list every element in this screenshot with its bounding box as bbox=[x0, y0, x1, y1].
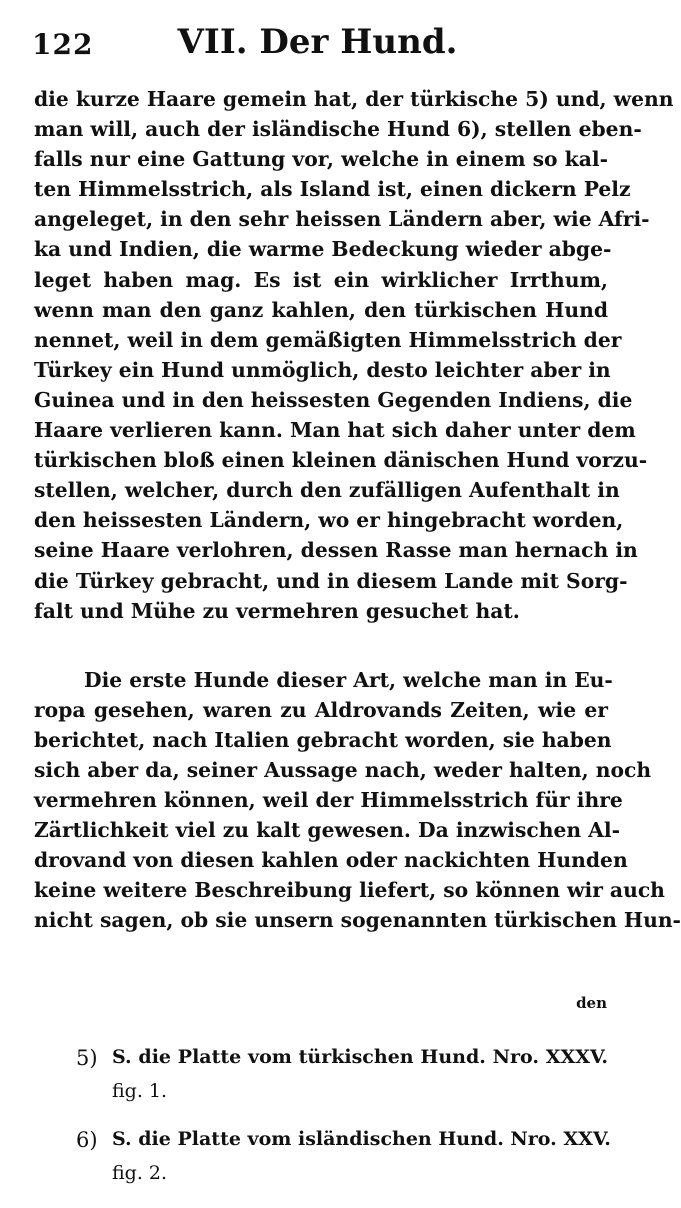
footnote-marker: 6) bbox=[76, 1128, 98, 1152]
text-line: falls nur eine Gattung vor, welche in einem so kal- bbox=[34, 147, 608, 172]
text-line: nennet, weil in dem gemäßigten Himmelsstrich der bbox=[34, 327, 622, 352]
text-line: Zärtlichkeit viel zu kalt gewesen. Da inzwischen Al- bbox=[34, 818, 621, 843]
footnote-6 bbox=[76, 1126, 611, 1208]
text-line: drovand von diesen kahlen oder nackichten Hunden bbox=[34, 848, 628, 873]
text-line: vermehren können, weil der Himmelsstrich für ihre bbox=[34, 788, 623, 813]
text-line: Guinea und in den heissesten Gegenden Indiens, die bbox=[34, 387, 633, 412]
text-line: angeleget, in den sehr heissen Ländern aber, wie Afri- bbox=[34, 207, 650, 232]
text-line: Die erste Hunde dieser Art, welche man in Eu- bbox=[84, 667, 613, 692]
text-line: man will, auch der isländische Hund 6), stellen eben- bbox=[34, 117, 642, 142]
paragraph-gap bbox=[34, 626, 608, 665]
text-line: Haare verlieren kann. Man hat sich daher unter dem bbox=[34, 418, 636, 443]
text-line: berichtet, nach Italien gebracht worden, sie haben bbox=[34, 727, 612, 752]
text-line: den heissesten Ländern, wo er hingebracht worden, bbox=[34, 508, 624, 533]
catchword: den bbox=[576, 994, 607, 1012]
text-line: seine Haare verlohren, dessen Rasse man hernach in bbox=[34, 538, 638, 563]
text-line: sich aber da, seiner Aussage nach, weder halten, noch bbox=[34, 757, 652, 782]
text-line: ten Himmelsstrich, als Island ist, einen dickern Pelz bbox=[34, 177, 631, 202]
footnote-text: S. die Platte vom isländischen Hund. Nro. XXV. bbox=[112, 1128, 611, 1150]
text-line: die kurze Haare gemein hat, der türkische 5) und, wenn bbox=[34, 87, 674, 111]
text-line: keine weitere Beschreibung liefert, so können wir auch bbox=[34, 878, 665, 903]
footnote-5 bbox=[78, 1044, 608, 1126]
body-text bbox=[34, 84, 681, 936]
footnote-marker: 5) bbox=[76, 1046, 98, 1070]
text-line: leget haben mag. Es ist ein wirklicher Irrthum, bbox=[34, 267, 608, 292]
text-line: türkischen bloß einen kleinen dänischen Hund vorzu- bbox=[34, 448, 648, 473]
text-line: nicht sagen, ob sie unsern sogenannten türkischen Hun- bbox=[34, 908, 681, 933]
text-line: stellen, welcher, durch den zufälligen Aufenthalt in bbox=[34, 478, 620, 503]
text-line: falt und Mühe zu vermehren gesuchet hat. bbox=[34, 598, 520, 623]
text-line: wenn man den ganz kahlen, den türkischen Hund bbox=[34, 297, 608, 322]
page-header bbox=[0, 22, 635, 68]
text-line: die Türkey gebracht, und in diesem Lande mit Sorg- bbox=[34, 568, 628, 593]
text-line: Türkey ein Hund unmöglich, desto leichter aber in bbox=[34, 357, 611, 382]
page-number: 122 bbox=[32, 28, 94, 61]
footnote-text: S. die Platte vom türkischen Hund. Nro. XXXV. bbox=[112, 1046, 608, 1068]
text-line: ropa gesehen, waren zu Aldrovands Zeiten, wie er bbox=[34, 697, 608, 722]
text-line: ka und Indien, die warme Bedeckung wieder abge- bbox=[34, 237, 612, 262]
footnote-figure-ref: fig. 2. bbox=[112, 1162, 168, 1184]
running-head: VII. Der Hund. bbox=[177, 22, 458, 62]
footnote-figure-ref: fig. 1. bbox=[112, 1080, 168, 1102]
footnotes bbox=[76, 1044, 611, 1208]
